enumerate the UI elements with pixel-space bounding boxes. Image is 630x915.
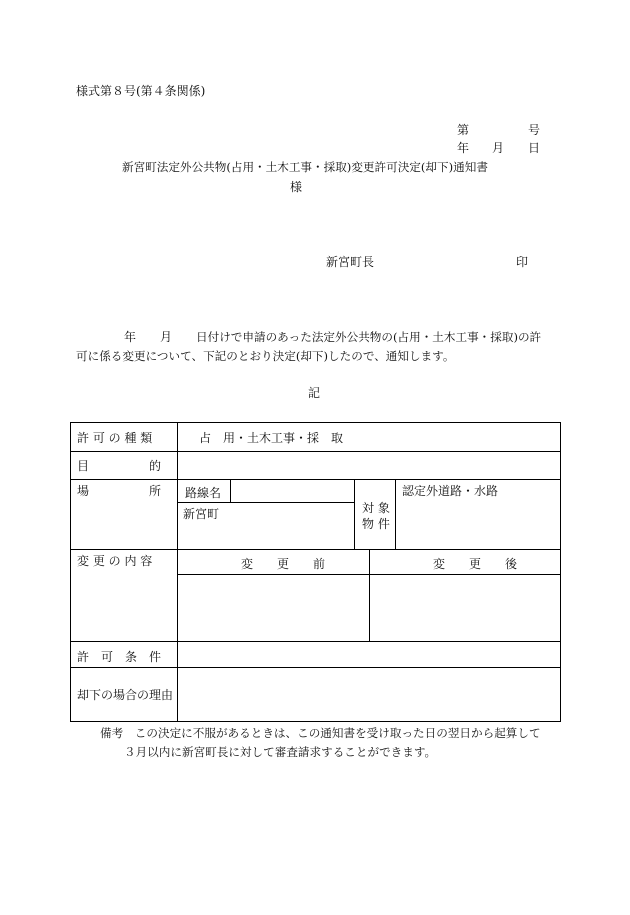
date-day: 日 [528, 141, 541, 155]
route-name-label: 路線名 [185, 486, 222, 500]
target-value: 認定外道路・水路 [402, 484, 499, 498]
remarks-line2: ３月以内に新宮町長に対して審査請求することができます。 [124, 745, 437, 759]
purpose-label: 目 的 [77, 459, 162, 473]
body-month: 月 [160, 330, 173, 344]
number-first: 第 [457, 123, 470, 137]
ki-heading: 記 [308, 386, 321, 400]
form-number: 様式第８号(第４条関係) [76, 84, 206, 98]
remarks-line1: 備考 この決定に不服があるときは、この通知書を受け取った日の翌日から起算して [100, 726, 541, 740]
number-suffix: 号 [528, 123, 541, 137]
before-label: 変 更 前 [241, 557, 326, 571]
location-label: 場 所 [77, 484, 162, 498]
conditions-label: 許 可 条 件 [77, 650, 162, 664]
permit-table [70, 422, 561, 722]
body-line2: 可に係る変更について、下記のとおり決定(却下)したので、通知します。 [76, 349, 455, 363]
date-month: 月 [492, 141, 505, 155]
permit-type-label: 許 可 の 種 類 [77, 431, 153, 445]
town-name: 新宮町 [183, 507, 220, 521]
after-label: 変 更 後 [433, 557, 518, 571]
target-label-line1: 対 象 [362, 501, 390, 515]
permit-type-value: 占 用・土木工事・採 取 [199, 431, 344, 445]
body-year: 年 [124, 330, 137, 344]
issuer-name: 新宮町長 [326, 255, 375, 269]
body-line1: 日付けで申請のあった法定外公共物の(占用・土木工事・採取)の許 [196, 330, 542, 344]
rejection-reason-label: 却下の場合の理由 [77, 688, 174, 702]
document-title: 新宮町法定外公共物(占用・土木工事・採取)変更許可決定(却下)通知書 [122, 160, 488, 174]
date-year: 年 [457, 141, 470, 155]
seal-mark: 印 [516, 255, 529, 269]
addressee-suffix: 様 [290, 180, 303, 194]
change-label: 変 更 の 内 容 [77, 554, 153, 568]
target-label-line2: 物 件 [362, 517, 390, 531]
